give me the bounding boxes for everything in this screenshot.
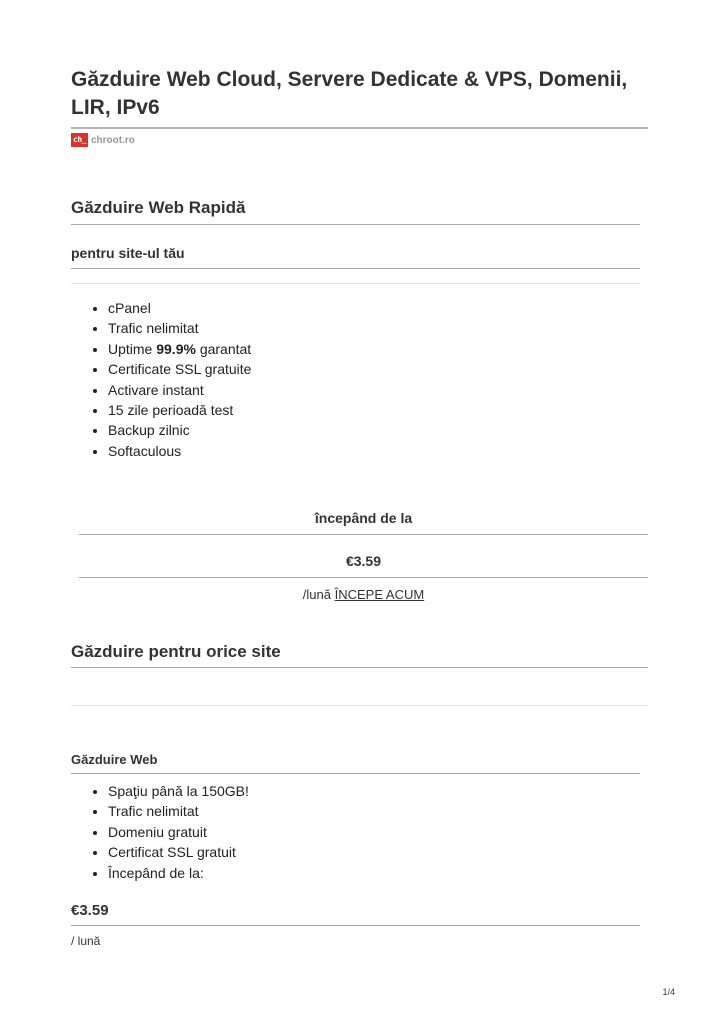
list-item: • Trafic nelimitat (108, 801, 249, 821)
list-item: • Certificat SSL gratuit (108, 842, 249, 862)
list-item: • 15 zile perioadă test (108, 400, 251, 420)
chroot-logo-icon: ch_ (71, 133, 88, 147)
divider-light (71, 705, 648, 706)
section-heading-any-site: Găzduire pentru orice site (71, 642, 281, 661)
list-item: • Activare instant (108, 380, 251, 400)
price-period-row (79, 587, 648, 602)
divider (71, 773, 640, 774)
list-item: • Domeniu gratuit (108, 822, 249, 842)
divider (79, 577, 648, 578)
divider (79, 534, 648, 535)
source-attribution[interactable] (71, 133, 135, 147)
uptime-value: 99.9% (156, 340, 196, 357)
start-now-link[interactable]: ÎNCEPE ACUM (334, 587, 425, 602)
section-subheading: pentru site-ul tău (71, 245, 185, 261)
price-period: /lună (302, 587, 331, 602)
title-divider (71, 127, 648, 129)
list-item-text: garantat (195, 340, 252, 357)
divider-light (71, 283, 640, 284)
price-label: începând de la (314, 510, 413, 526)
plan-price-period: / lună (71, 934, 101, 948)
section-heading-fast-hosting: Găzduire Web Rapidă (71, 198, 246, 217)
price-value: €3.59 (345, 553, 382, 569)
list-item: • Începând de la: (108, 863, 249, 883)
plan-price: €3.59 (71, 902, 109, 919)
divider (71, 268, 640, 269)
source-domain[interactable]: chroot.ro (91, 134, 135, 146)
feature-list-fast-hosting (71, 298, 251, 461)
list-item: • Softaculous (108, 441, 251, 461)
page-number: 1/4 (662, 987, 675, 997)
list-item: • Spaţiu până la 150GB! (108, 781, 249, 801)
divider (71, 925, 640, 926)
divider (71, 224, 640, 225)
divider (71, 667, 648, 668)
list-item: • Trafic nelimitat (108, 318, 251, 338)
page-title: Găzduire Web Cloud, Servere Dedicate & VPS, Domenii, LIR, IPv6 (71, 68, 628, 119)
list-item: • cPanel (108, 298, 251, 318)
list-item (108, 339, 251, 359)
list-item: • Backup zilnic (108, 420, 251, 440)
feature-list-web-hosting (71, 781, 249, 883)
list-item-text: Uptime (108, 340, 157, 357)
plan-title: Găzduire Web (71, 752, 158, 767)
list-item: • Certificate SSL gratuite (108, 359, 251, 379)
